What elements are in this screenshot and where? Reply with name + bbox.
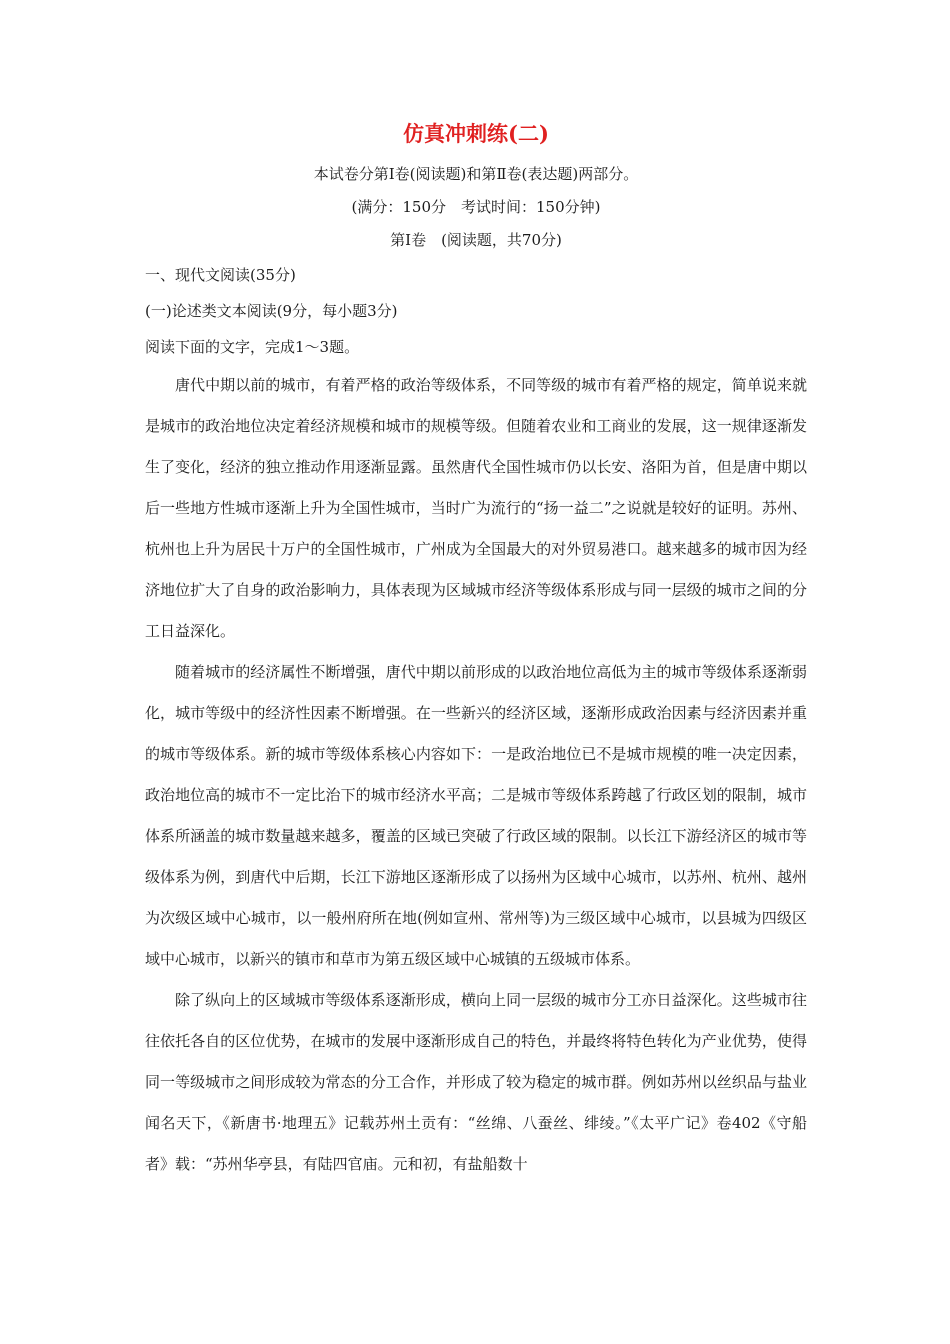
document-page xyxy=(145,118,807,1185)
score-time-info: (满分：150分 考试时间：150分钟) xyxy=(351,198,601,216)
body-paragraph: 除了纵向上的区域城市等级体系逐渐形成，横向上同一层级的城市分工亦日益深化。这些城市往往依托各自的区位优势，在城市的发展中逐渐形成自己的特色，并最终将特色转化为产业优势，使得同一等级城市之间形成较为常态的分工合作，并形成了较为稳定的城市群。例如苏州以丝织品与盐业闻名天下，《新唐书·地理五》记载苏州土贡有：“丝绵、八蚕丝、绯绫。”《太平广记》卷402《守船者》载：“苏州华亭县，有陆四官庙。元和初，有盐船数十 xyxy=(145,991,807,1173)
exam-intro: 本试卷分第Ⅰ卷(阅读题)和第Ⅱ卷(表达题)两部分。 xyxy=(313,165,639,183)
document-title: 仿真冲刺练(二) xyxy=(403,121,549,146)
body-paragraph: 随着城市的经济属性不断增强，唐代中期以前形成的以政治地位高低为主的城市等级体系逐渐弱化，城市等级中的经济性因素不断增强。在一些新兴的经济区域，逐渐形成政治因素与经济因素并重的城市等级体系。新的城市等级体系核心内容如下：一是政治地位已不是城市规模的唯一决定因素，政治地位高的城市不一定比治下的城市经济水平高；二是城市等级体系跨越了行政区划的限制，城市体系所涵盖的城市数量越来越多，覆盖的区域已突破了行政区域的限制。以长江下游经济区的城市等级体系为例，到唐代中后期，长江下游地区逐渐形成了以扬州为区域中心城市，以苏州、杭州、越州为次级区域中心城市，以一般州府所在地(例如宣州、常州等)为三级区域中心城市，以县城为四级区域中心城市，以新兴的镇市和草市为第五级区域中心城镇的五级城市体系。 xyxy=(145,663,807,968)
body-paragraph: 唐代中期以前的城市，有着严格的政治等级体系，不同等级的城市有着严格的规定，简单说来就是城市的政治地位决定着经济规模和城市的规模等级。但随着农业和工商业的发展，这一规律逐渐发生了变化，经济的独立推动作用逐渐显露。虽然唐代全国性城市仍以长安、洛阳为首，但是唐中期以后一些地方性城市逐渐上升为全国性城市，当时广为流行的“扬一益二”之说就是较好的证明。苏州、杭州也上升为居民十万户的全国性城市，广州成为全国最大的对外贸易港口。越来越多的城市因为经济地位扩大了自身的政治影响力，具体表现为区域城市经济等级体系形成与同一层级的城市之间的分工日益深化。 xyxy=(145,376,807,640)
reading-instruction: 阅读下面的文字，完成1～3题。 xyxy=(145,338,360,356)
subsection-heading: (一)论述类文本阅读(9分，每小题3分) xyxy=(145,302,398,320)
section-heading: 一、现代文阅读(35分) xyxy=(145,266,296,284)
volume-heading: 第Ⅰ卷 (阅读题，共70分) xyxy=(390,231,562,249)
